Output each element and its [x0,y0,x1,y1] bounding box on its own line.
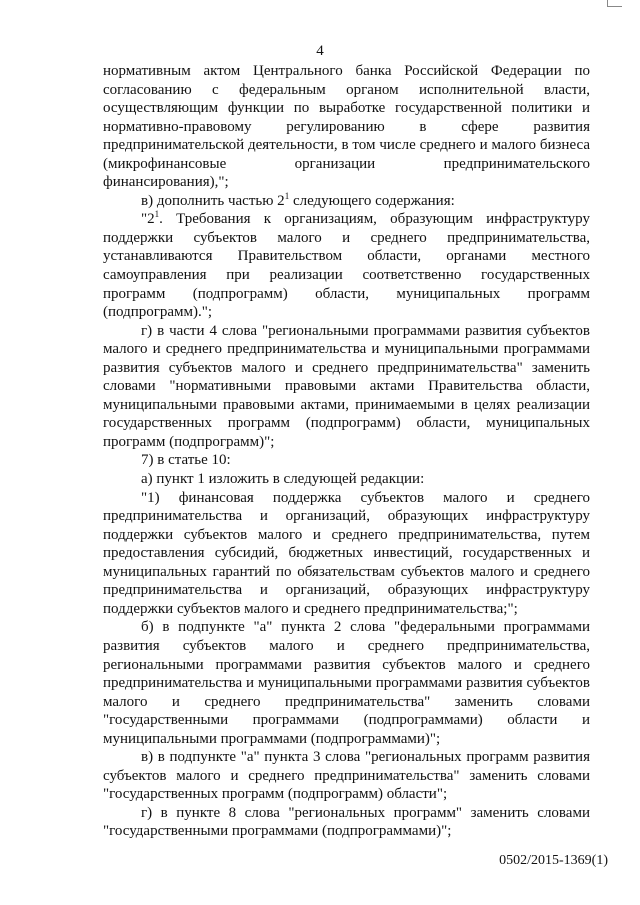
paragraph-3-text: . Требования к организациям, образующим инфраструктуру поддержки субъектов малого и среднего предпринимательства, устанавливаются Правительством области, органами местного самоуправления при реализации соответственно государственных программ (подпрограмм) области, муниципальных программ (подпрограмм)."; [103,211,590,321]
paragraph-7: "1) финансовая поддержка субъектов малого и среднего предпринимательства и организаций, образующих инфраструктуру поддержки субъектов малого и среднего предпринимательства, путем предоставления субсидий, бюджетных инвестиций, государственных и муниципальных гарантий по обязательствам субъектов малого и среднего предпринимательства и организаций, образующих инфраструктуру поддержки субъектов малого и среднего предпринимательства;"; [103,489,590,617]
superscript: 1 [284,190,290,201]
paragraph-1: нормативным актом Центрального банка Российской Федерации по согласованию с федеральным органом исполнительной власти, осуществляющим функции по выработке государственной политики и нормативно-правовому регулированию в сфере развития предпринимательской деятельности, в том числе среднего и малого бизнеса (микрофинансовые организации предпринимательского финансирования),"; [103,63,590,191]
document-body [103,62,590,841]
paragraph-10: г) в пункте 8 слова "региональных программ" заменить словами "государственными программами (подпрограммами)"; [103,804,590,840]
paragraph-5: 7) в статье 10: [141,452,231,469]
paragraph-2 [103,192,590,211]
document-code: 0502/2015-1369(1) [499,853,608,868]
paragraph-6: а) пункт 1 изложить в следующей редакции: [141,471,425,488]
paragraph-9: в) в подпункте "а" пункта 3 слова "региональных программ развития субъектов малого и среднего предпринимательства" заменить словами "государственных программ (подпрограмм) области"; [103,749,590,803]
scan-corner-mark [607,0,622,7]
paragraph-3 [103,210,590,321]
paragraph-8: б) в подпункте "а" пункта 2 слова "федеральными программами развития субъектов малого и среднего предпринимательства, региональными программами развития субъектов малого и среднего предпринимательства и муниципальными программами развития субъектов малого и среднего предпринимательства" заменить словами "государственными программами (подпрограммами) области и муниципальными программами (подпрограммами)"; [103,619,590,747]
superscript: 1 [154,209,160,220]
paragraph-2-text: в) дополнить частью 2 [141,192,285,209]
paragraph-2-text: следующего содержания: [289,192,455,209]
paragraph-4: г) в части 4 слова "региональными программами развития субъектов малого и среднего предпринимательства и муниципальными программами развития субъектов малого и среднего предпринимательства" заменить словами "нормативными правовыми актами Правительства области, муниципальными правовыми актами, принимаемыми в целях реализации государственных программ (подпрограмм) области, муниципальных программ (подпрограмм)"; [103,322,590,450]
page-number: 4 [316,43,324,59]
paragraph-3-text: "2 [141,211,155,228]
